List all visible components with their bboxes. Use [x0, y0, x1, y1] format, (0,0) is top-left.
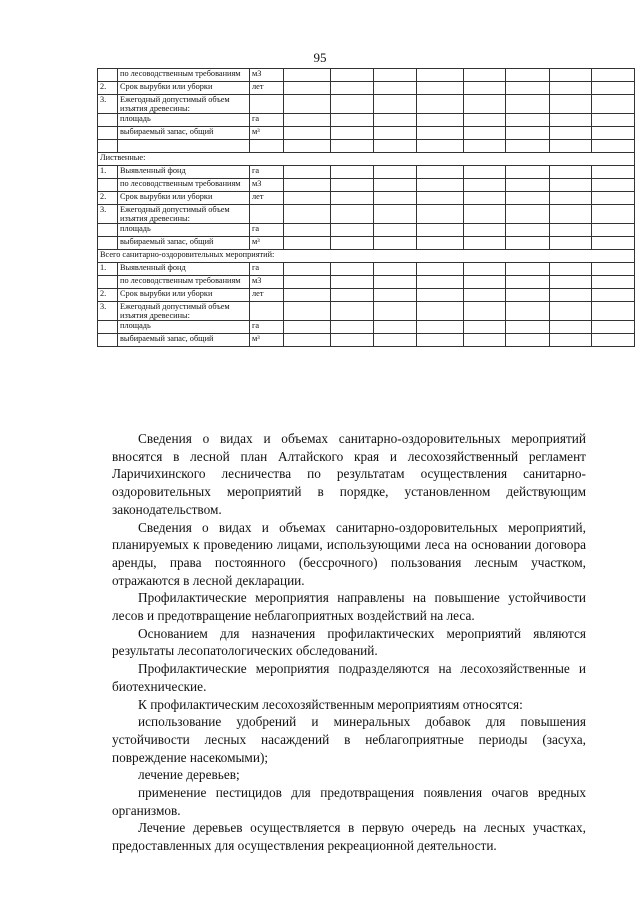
- value-cell: [550, 69, 592, 82]
- value-cell: [464, 289, 506, 302]
- paragraph: применение пестицидов для предотвращения появления очагов вредных организмов.: [112, 785, 586, 818]
- paragraph: Лечение деревьев осуществляется в первую очередь на лесных участках, предоставленных для осуществления рекреационной деятельности.: [112, 820, 586, 854]
- value-cell: [374, 82, 417, 95]
- unit-cell: [250, 140, 284, 153]
- value-cell: [506, 95, 550, 114]
- value-cell: [284, 224, 331, 237]
- unit-cell: га: [250, 224, 284, 237]
- indicator-name: по лесоводственным требованиям: [118, 179, 250, 192]
- value-cell: [331, 289, 374, 302]
- value-cell: [464, 166, 506, 179]
- value-cell: [592, 69, 635, 82]
- value-cell: [550, 127, 592, 140]
- value-cell: [284, 179, 331, 192]
- value-cell: [331, 179, 374, 192]
- value-cell: [506, 127, 550, 140]
- value-cell: [331, 95, 374, 114]
- value-cell: [284, 237, 331, 250]
- value-cell: [464, 334, 506, 347]
- value-cell: [506, 114, 550, 127]
- row-number: [98, 224, 118, 237]
- value-cell: [417, 224, 464, 237]
- indicator-name: выбираемый запас, общий: [118, 127, 250, 140]
- table-row: [98, 166, 635, 179]
- value-cell: [592, 302, 635, 321]
- value-cell: [506, 321, 550, 334]
- indicator-name: по лесоводственным требованиям: [118, 276, 250, 289]
- value-cell: [331, 82, 374, 95]
- value-cell: [374, 289, 417, 302]
- unit-cell: га: [250, 114, 284, 127]
- table-row: [98, 302, 635, 321]
- paragraph: Основанием для назначения профилактических мероприятий являются результаты лесопатологических обследований.: [112, 625, 586, 659]
- indicator-name: Ежегодный допустимый объем изъятия древесины:: [118, 205, 250, 224]
- unit-cell: лет: [250, 192, 284, 205]
- value-cell: [506, 179, 550, 192]
- value-cell: [417, 69, 464, 82]
- value-cell: [550, 179, 592, 192]
- value-cell: [550, 95, 592, 114]
- row-number: [98, 321, 118, 334]
- value-cell: [506, 205, 550, 224]
- unit-cell: га: [250, 321, 284, 334]
- paragraph: Сведения о видах и объемах санитарно-оздоровительных мероприятий, планируемых к проведению лицами, использующими леса на основании договора аренды, права постоянного (бессрочного) пользования лесным участком, отражаются в лесной декларации.: [112, 519, 586, 588]
- value-cell: [506, 237, 550, 250]
- value-cell: [417, 166, 464, 179]
- unit-cell: [250, 205, 284, 224]
- section-label: Лиственные:: [98, 153, 635, 166]
- value-cell: [592, 95, 635, 114]
- value-cell: [417, 205, 464, 224]
- value-cell: [417, 302, 464, 321]
- row-number: 3.: [98, 302, 118, 321]
- value-cell: [374, 166, 417, 179]
- value-cell: [592, 237, 635, 250]
- unit-cell: м3: [250, 276, 284, 289]
- value-cell: [464, 263, 506, 276]
- value-cell: [331, 114, 374, 127]
- value-cell: [464, 140, 506, 153]
- value-cell: [417, 321, 464, 334]
- value-cell: [464, 205, 506, 224]
- value-cell: [331, 127, 374, 140]
- value-cell: [284, 82, 331, 95]
- value-cell: [374, 276, 417, 289]
- value-cell: [550, 302, 592, 321]
- paragraph: К профилактическим лесохозяйственным мероприятиям относятся:: [138, 696, 523, 712]
- value-cell: [417, 179, 464, 192]
- indicator-name: площадь: [118, 224, 250, 237]
- unit-cell: лет: [250, 289, 284, 302]
- table-row: [98, 237, 635, 250]
- value-cell: [550, 334, 592, 347]
- indicator-name: выбираемый запас, общий: [118, 237, 250, 250]
- value-cell: [284, 205, 331, 224]
- value-cell: [592, 140, 635, 153]
- table-row: [98, 224, 635, 237]
- forest-measures-table: [97, 68, 635, 347]
- table-row: [98, 114, 635, 127]
- value-cell: [417, 82, 464, 95]
- value-cell: [506, 263, 550, 276]
- table-row: [98, 69, 635, 82]
- unit-cell: га: [250, 166, 284, 179]
- value-cell: [331, 224, 374, 237]
- table-row: [98, 289, 635, 302]
- value-cell: [331, 192, 374, 205]
- value-cell: [464, 69, 506, 82]
- value-cell: [592, 289, 635, 302]
- value-cell: [464, 237, 506, 250]
- value-cell: [464, 302, 506, 321]
- unit-cell: м³: [250, 237, 284, 250]
- value-cell: [331, 302, 374, 321]
- value-cell: [284, 127, 331, 140]
- row-number: [98, 237, 118, 250]
- value-cell: [550, 140, 592, 153]
- value-cell: [374, 302, 417, 321]
- value-cell: [374, 95, 417, 114]
- value-cell: [592, 224, 635, 237]
- value-cell: [592, 82, 635, 95]
- value-cell: [284, 166, 331, 179]
- section-label: Всего санитарно-оздоровительных мероприятий:: [98, 250, 635, 263]
- value-cell: [374, 179, 417, 192]
- value-cell: [417, 140, 464, 153]
- value-cell: [592, 114, 635, 127]
- table-row: [98, 95, 635, 114]
- value-cell: [550, 114, 592, 127]
- row-number: 3.: [98, 205, 118, 224]
- indicator-name: [118, 140, 250, 153]
- value-cell: [506, 140, 550, 153]
- value-cell: [417, 237, 464, 250]
- value-cell: [331, 237, 374, 250]
- value-cell: [417, 289, 464, 302]
- row-number: 3.: [98, 95, 118, 114]
- value-cell: [284, 289, 331, 302]
- value-cell: [592, 166, 635, 179]
- value-cell: [374, 140, 417, 153]
- value-cell: [374, 114, 417, 127]
- value-cell: [417, 95, 464, 114]
- indicator-name: Выявленный фонд: [118, 166, 250, 179]
- table-row: [98, 276, 635, 289]
- value-cell: [331, 166, 374, 179]
- table-row: [98, 192, 635, 205]
- value-cell: [417, 127, 464, 140]
- row-number: [98, 179, 118, 192]
- value-cell: [550, 224, 592, 237]
- value-cell: [374, 205, 417, 224]
- unit-cell: м3: [250, 179, 284, 192]
- table-row: [98, 82, 635, 95]
- value-cell: [464, 95, 506, 114]
- row-number: [98, 276, 118, 289]
- value-cell: [550, 166, 592, 179]
- value-cell: [331, 69, 374, 82]
- table-row: [98, 263, 635, 276]
- table-row: [98, 205, 635, 224]
- value-cell: [592, 192, 635, 205]
- paragraph: использование удобрений и минеральных добавок для повышения устойчивости лесных насаждений в неблагоприятные периоды (засуха, повреждение насекомыми);: [112, 714, 586, 765]
- value-cell: [550, 289, 592, 302]
- row-number: 2.: [98, 289, 118, 302]
- table-section-row: [98, 153, 635, 166]
- value-cell: [284, 140, 331, 153]
- value-cell: [592, 334, 635, 347]
- value-cell: [374, 334, 417, 347]
- value-cell: [464, 276, 506, 289]
- unit-cell: [250, 95, 284, 114]
- value-cell: [284, 95, 331, 114]
- table-row: [98, 140, 635, 153]
- row-number: [98, 127, 118, 140]
- value-cell: [506, 289, 550, 302]
- value-cell: [592, 205, 635, 224]
- value-cell: [417, 192, 464, 205]
- value-cell: [506, 302, 550, 321]
- row-number: [98, 140, 118, 153]
- row-number: [98, 69, 118, 82]
- value-cell: [374, 127, 417, 140]
- value-cell: [374, 224, 417, 237]
- table-row: [98, 334, 635, 347]
- value-cell: [417, 334, 464, 347]
- row-number: [98, 334, 118, 347]
- indicator-name: Срок вырубки или уборки: [118, 289, 250, 302]
- row-number: 2.: [98, 192, 118, 205]
- indicator-name: Ежегодный допустимый объем изъятия древесины:: [118, 95, 250, 114]
- table-row: [98, 321, 635, 334]
- indicator-name: Срок вырубки или уборки: [118, 82, 250, 95]
- value-cell: [464, 192, 506, 205]
- row-number: 1.: [98, 166, 118, 179]
- value-cell: [331, 205, 374, 224]
- value-cell: [506, 69, 550, 82]
- indicator-name: площадь: [118, 321, 250, 334]
- value-cell: [550, 205, 592, 224]
- value-cell: [374, 69, 417, 82]
- unit-cell: га: [250, 263, 284, 276]
- value-cell: [506, 82, 550, 95]
- unit-cell: м³: [250, 127, 284, 140]
- indicator-name: площадь: [118, 114, 250, 127]
- value-cell: [550, 192, 592, 205]
- value-cell: [284, 302, 331, 321]
- value-cell: [374, 237, 417, 250]
- value-cell: [331, 276, 374, 289]
- value-cell: [464, 127, 506, 140]
- indicator-name: выбираемый запас, общий: [118, 334, 250, 347]
- unit-cell: м³: [250, 334, 284, 347]
- value-cell: [550, 263, 592, 276]
- value-cell: [284, 276, 331, 289]
- value-cell: [550, 237, 592, 250]
- body-text: [112, 430, 586, 855]
- value-cell: [550, 321, 592, 334]
- unit-cell: лет: [250, 82, 284, 95]
- value-cell: [331, 140, 374, 153]
- value-cell: [417, 263, 464, 276]
- row-number: [98, 114, 118, 127]
- paragraph: Сведения о видах и объемах санитарно-оздоровительных мероприятий вносятся в лесной план Алтайского края и лесохозяйственный регламент Ларичихинского лесничества по результатам осуществления санитарно-оздоровительных мероприятий в порядке, установленном действующим законодательством.: [112, 431, 586, 517]
- unit-cell: м3: [250, 69, 284, 82]
- value-cell: [464, 114, 506, 127]
- table-row: [98, 179, 635, 192]
- value-cell: [506, 166, 550, 179]
- indicator-name: Срок вырубки или уборки: [118, 192, 250, 205]
- value-cell: [506, 192, 550, 205]
- paragraph: лечение деревьев;: [138, 767, 240, 783]
- indicator-name: Выявленный фонд: [118, 263, 250, 276]
- value-cell: [284, 192, 331, 205]
- value-cell: [550, 82, 592, 95]
- value-cell: [592, 321, 635, 334]
- paragraph: Профилактические мероприятия подразделяются на лесохозяйственные и биотехнические.: [112, 661, 586, 694]
- value-cell: [374, 192, 417, 205]
- indicator-name: Ежегодный допустимый объем изъятия древесины:: [118, 302, 250, 321]
- value-cell: [506, 276, 550, 289]
- value-cell: [506, 334, 550, 347]
- value-cell: [284, 334, 331, 347]
- value-cell: [374, 321, 417, 334]
- value-cell: [374, 263, 417, 276]
- value-cell: [592, 263, 635, 276]
- row-number: 1.: [98, 263, 118, 276]
- table-row: [98, 127, 635, 140]
- page-number: 95: [313, 50, 327, 65]
- value-cell: [331, 263, 374, 276]
- value-cell: [464, 321, 506, 334]
- row-number: 2.: [98, 82, 118, 95]
- value-cell: [331, 321, 374, 334]
- paragraph: Профилактические мероприятия направлены на повышение устойчивости лесов и предотвращение неблагоприятных воздействий на леса.: [112, 590, 586, 624]
- value-cell: [331, 334, 374, 347]
- unit-cell: [250, 302, 284, 321]
- value-cell: [592, 127, 635, 140]
- value-cell: [284, 263, 331, 276]
- value-cell: [592, 276, 635, 289]
- value-cell: [464, 179, 506, 192]
- value-cell: [592, 179, 635, 192]
- value-cell: [417, 276, 464, 289]
- value-cell: [464, 224, 506, 237]
- value-cell: [417, 114, 464, 127]
- value-cell: [284, 321, 331, 334]
- value-cell: [506, 224, 550, 237]
- value-cell: [464, 82, 506, 95]
- table-section-row: [98, 250, 635, 263]
- value-cell: [284, 69, 331, 82]
- value-cell: [550, 276, 592, 289]
- indicator-name: по лесоводственным требованиям: [118, 69, 250, 82]
- value-cell: [284, 114, 331, 127]
